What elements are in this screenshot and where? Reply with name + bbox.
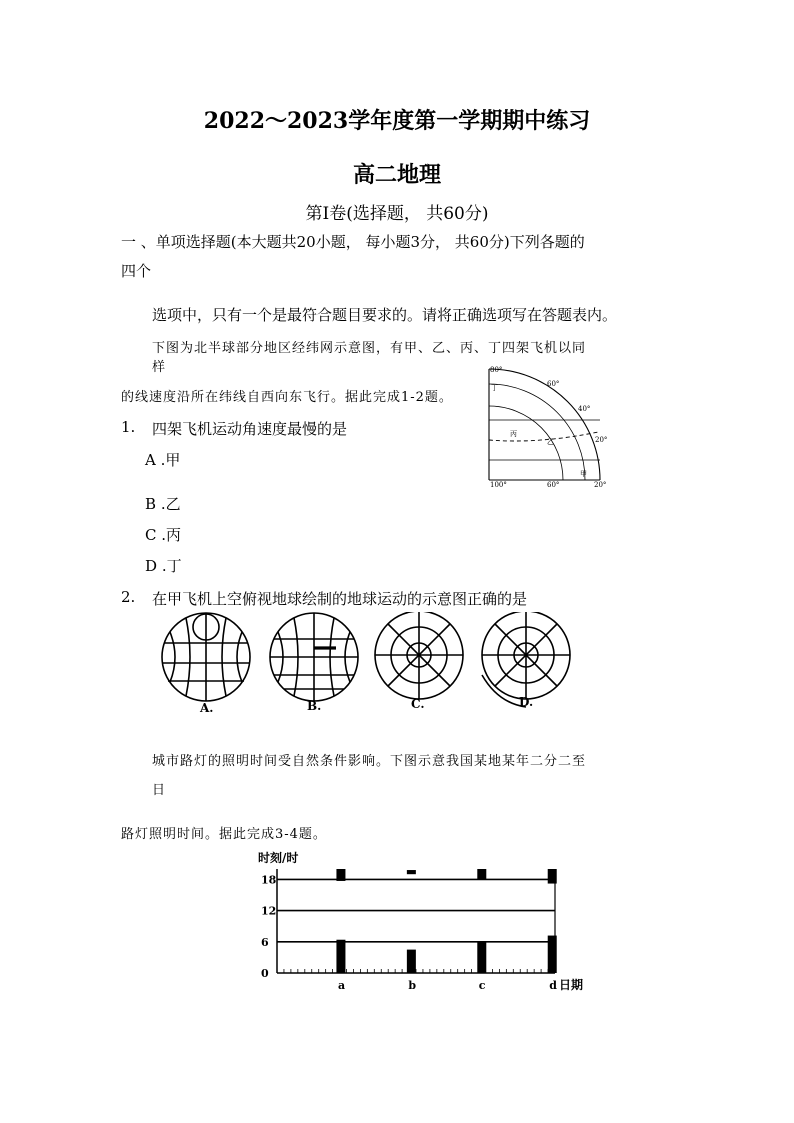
instructions-line-2: 四个 bbox=[121, 262, 152, 280]
lat-label-80: 80° bbox=[490, 366, 503, 374]
bar-b-morning bbox=[407, 950, 416, 973]
intro-3-4-line-1: 城市路灯的照明时间受自然条件影响。下图示意我国某地某年二分二至 bbox=[152, 754, 587, 769]
intro-3-4-line-3: 路灯照明时间。据此完成3-4题。 bbox=[121, 827, 327, 842]
globe-label-d: D. bbox=[519, 695, 534, 709]
option-text: .甲 bbox=[160, 451, 181, 469]
q1-option-a[interactable] bbox=[145, 449, 180, 470]
intro-1-2-line-1: 下图为北半球部分地区经纬网示意图，有甲、乙、丙、丁四架飞机以同 bbox=[152, 341, 587, 356]
bar-d-evening bbox=[548, 869, 557, 884]
q1-option-d[interactable] bbox=[145, 555, 182, 576]
subject-title: 高二地理 bbox=[352, 162, 441, 188]
street-light-chart bbox=[250, 845, 595, 1000]
x-tick-label: a bbox=[337, 979, 346, 992]
globe-d bbox=[482, 612, 570, 707]
q2-number: 2. bbox=[121, 588, 136, 606]
globe-label-c: C. bbox=[411, 697, 425, 711]
instructions-line-1: 一 、单项选择题(本大题共20小题， 每小题3分， 共60分)下列各题的 bbox=[121, 233, 585, 251]
intro-1-2-line-2: 样 bbox=[152, 360, 167, 375]
x-tick-label: b bbox=[408, 979, 417, 992]
lat-label-40: 40° bbox=[578, 405, 591, 413]
q1-option-b[interactable] bbox=[145, 493, 181, 514]
globe-options-figure bbox=[155, 612, 585, 717]
lon-label-60: 60° bbox=[547, 481, 560, 489]
globe-label-b: B. bbox=[307, 699, 322, 713]
option-letter: A bbox=[145, 451, 156, 469]
option-text: .丙 bbox=[161, 526, 182, 544]
q1-option-c[interactable] bbox=[145, 524, 181, 545]
section-heading: 第Ⅰ卷(选择题， 共60分) bbox=[305, 204, 489, 224]
y-tick-label: 12 bbox=[261, 904, 277, 918]
q2-stem: 在甲飞机上空俯视地球绘制的地球运动的示意图正确的是 bbox=[152, 590, 528, 608]
q1-number: 1. bbox=[121, 418, 136, 436]
globe-c bbox=[375, 612, 463, 699]
y-tick-label: 18 bbox=[261, 873, 277, 887]
option-letter: D bbox=[145, 557, 158, 575]
plane-label-bing: 丙 bbox=[510, 430, 517, 438]
chart-ylabel: 时刻/时 bbox=[258, 851, 299, 865]
x-tick-label: c bbox=[478, 979, 486, 992]
lon-label-100: 100° bbox=[490, 481, 507, 489]
bar-c-evening bbox=[477, 869, 486, 880]
bar-b-evening bbox=[407, 870, 416, 874]
option-text: .乙 bbox=[160, 495, 181, 513]
y-tick-label: 6 bbox=[261, 935, 269, 949]
plane-label-yi: 乙 bbox=[547, 438, 554, 446]
intro-1-2-line-3: 的线速度沿所在纬线自西向东飞行。据此完成1-2题。 bbox=[121, 390, 453, 405]
option-text: .丁 bbox=[161, 557, 182, 575]
x-tick-label: d bbox=[549, 979, 557, 992]
chart-xlabel: 日期 bbox=[559, 978, 584, 992]
latitude-longitude-map bbox=[470, 360, 620, 490]
lat-label-60: 60° bbox=[547, 380, 560, 388]
globe-b bbox=[270, 613, 358, 701]
exam-title: 2022～2023学年度第一学期期中练习 bbox=[203, 108, 591, 134]
option-letter: B bbox=[145, 495, 157, 513]
option-letter: C bbox=[145, 526, 157, 544]
bar-a-morning bbox=[336, 940, 345, 973]
lon-label-20: 20° bbox=[594, 481, 607, 489]
instructions-line-3: 选项中，只有一个是最符合题目要求的。请将正确选项写在答题表内。 bbox=[152, 306, 618, 324]
globe-label-a: A. bbox=[200, 701, 214, 715]
q1-stem: 四架飞机运动角速度最慢的是 bbox=[152, 420, 348, 438]
plane-label-jia: 甲 bbox=[580, 470, 587, 478]
globe-a bbox=[162, 613, 250, 701]
bar-d-morning bbox=[548, 936, 557, 973]
y-tick-label: 0 bbox=[261, 967, 269, 980]
intro-3-4-line-2: 日 bbox=[152, 783, 167, 798]
bar-c-morning bbox=[477, 942, 486, 973]
lat-label-20: 20° bbox=[595, 436, 608, 444]
bar-a-evening bbox=[336, 869, 345, 881]
plane-label-ding: 丁 bbox=[491, 384, 498, 392]
